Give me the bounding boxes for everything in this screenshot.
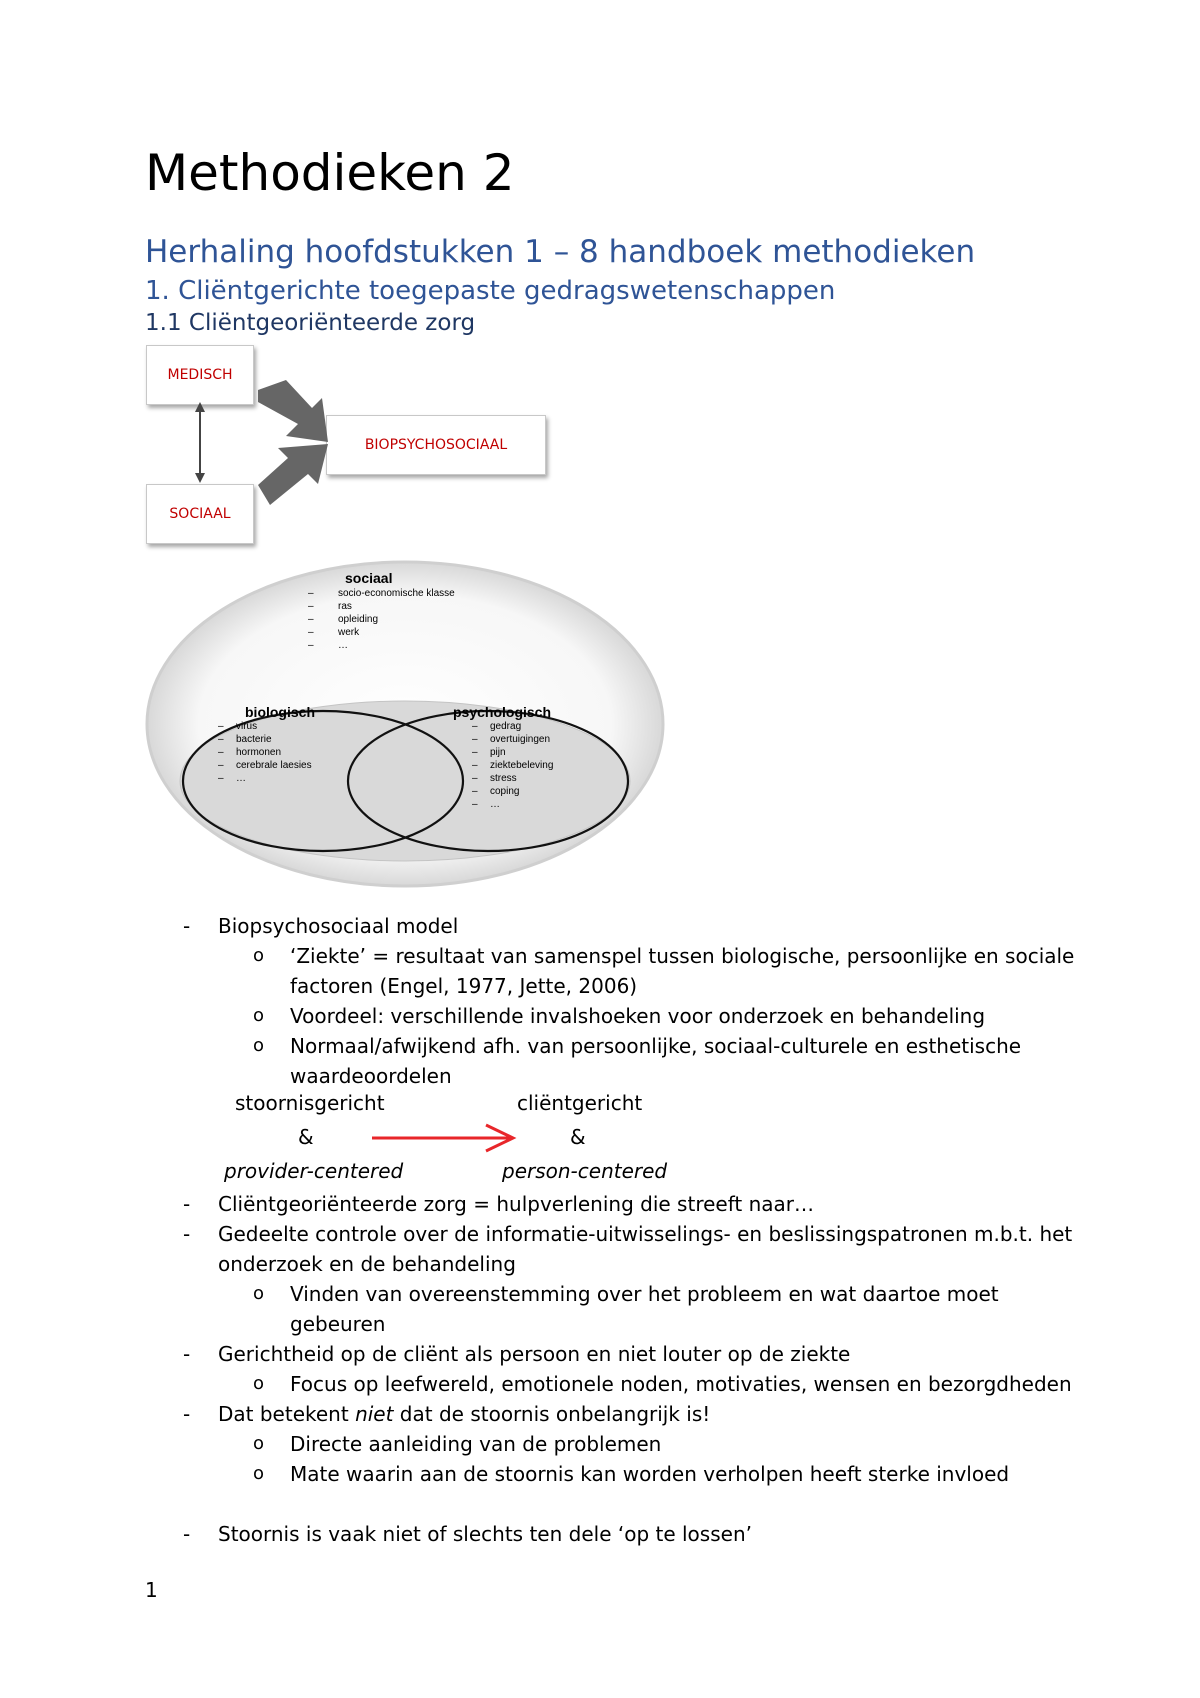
psy-dash-4: – [472, 760, 478, 771]
diagram1-arrows [140, 340, 560, 550]
sociaal-dash-1: – [308, 588, 314, 599]
psy-dash-7: – [472, 799, 478, 810]
bullet-text: Cliëntgeoriënteerde zorg = hulpverlening die streeft naar… [218, 1192, 815, 1216]
dash-marker: - [183, 1192, 191, 1216]
bullet-text-emphasis: niet [355, 1402, 394, 1426]
document-title: Methodieken 2 [145, 144, 515, 202]
psy-item-2: overtuigingen [490, 734, 551, 745]
psy-dash-2: – [472, 734, 478, 745]
bio-dash-5: – [218, 773, 224, 784]
heading-3: 1.1 Cliëntgeoriënteerde zorg [145, 310, 476, 336]
bullet-text-pre: Dat betekent [218, 1402, 356, 1426]
circle-marker: o [253, 1433, 265, 1454]
sociaal-item-1: socio-economische klasse [338, 588, 455, 599]
psy-item-5: stress [490, 773, 517, 784]
page-number: 1 [145, 1578, 158, 1602]
psy-dash-5: – [472, 773, 478, 784]
bio-dash-1: – [218, 721, 224, 732]
double-arrow-top-head [195, 402, 205, 412]
sociaal-dash-4: – [308, 627, 314, 638]
sub-bullet-text: Directe aanleiding van de problemen [290, 1432, 662, 1456]
sociaal-item-3: opleiding [338, 614, 379, 625]
heading-1: Herhaling hoofdstukken 1 – 8 handboek methodieken [145, 234, 976, 270]
psychologisch-title: psychologisch [453, 704, 552, 720]
circle-marker: o [253, 1283, 265, 1304]
bullet-text: onderzoek en de behandeling [218, 1252, 516, 1276]
dash-marker: - [183, 1342, 191, 1366]
sociaal-dash-3: – [308, 614, 314, 625]
sub-bullet-text: ‘Ziekte’ = resultaat van samenspel tussen biologische, persoonlijke en sociale [290, 944, 1075, 968]
biopsychosocial-venn-diagram [140, 556, 680, 896]
sociaal-item-4: werk [338, 627, 360, 638]
provider-centered-label: provider-centered [224, 1159, 404, 1183]
psy-item-4: ziektebeleving [490, 760, 554, 771]
bullet-text: Gedeelte controle over de informatie-uitwisselings- en beslissingspatronen m.b.t. het [218, 1222, 1073, 1246]
bio-dash-2: – [218, 734, 224, 745]
bullet-text: Gerichtheid op de cliënt als persoon en niet louter op de ziekte [218, 1342, 851, 1366]
psy-item-3: pijn [490, 747, 506, 758]
stoornisgericht-label: stoornisgericht [235, 1091, 385, 1115]
sub-bullet-text: factoren (Engel, 1977, Jette, 2006) [290, 974, 638, 998]
psy-dash-1: – [472, 721, 478, 732]
psy-item-1: gedrag [490, 721, 522, 732]
bio-item-2: bacterie [236, 734, 272, 745]
psy-dash-6: – [472, 786, 478, 797]
heading-2: 1. Cliëntgerichte toegepaste gedragswetenschappen [145, 276, 836, 306]
sub-bullet-text: Vinden van overeenstemming over het probleem en wat daartoe moet [290, 1282, 999, 1306]
lower-block-arrow [258, 444, 328, 505]
sociaal-dash-2: – [308, 601, 314, 612]
biologisch-title: biologisch [245, 704, 315, 720]
psy-dash-3: – [472, 747, 478, 758]
sub-bullet-text: Mate waarin aan de stoornis kan worden verholpen heeft sterke invloed [290, 1462, 1010, 1486]
dash-marker: - [183, 1522, 191, 1546]
sub-bullet-text: Voordeel: verschillende invalshoeken voor onderzoek en behandeling [290, 1004, 986, 1028]
sociaal-dash-5: – [308, 640, 314, 651]
medisch-label: MEDISCH [167, 367, 233, 383]
dash-marker: - [183, 914, 191, 938]
right-arrow-icon [368, 1120, 518, 1156]
sub-bullet-text: Normaal/afwijkend afh. van persoonlijke, sociaal-culturele en esthetische [290, 1034, 1022, 1058]
dash-marker: - [183, 1222, 191, 1246]
psy-item-6: coping [490, 786, 520, 797]
bio-dash-4: – [218, 760, 224, 771]
bio-dash-3: – [218, 747, 224, 758]
sociaal-item-2: ras [338, 601, 352, 612]
circle-marker: o [253, 1463, 265, 1484]
person-centered-label: person-centered [502, 1159, 668, 1183]
sociaal-title: sociaal [345, 570, 393, 586]
bullet-text: Biopsychosociaal model [218, 914, 459, 938]
sub-bullet-text: Focus op leefwereld, emotionele noden, motivaties, wensen en bezorgdheden [290, 1372, 1072, 1396]
sub-bullet-text: gebeuren [290, 1312, 386, 1336]
bio-item-1: virus [236, 721, 258, 732]
bullet-text-post: dat de stoornis onbelangrijk is! [393, 1402, 711, 1426]
left-ampersand: & [298, 1125, 314, 1149]
upper-block-arrow [258, 380, 328, 442]
bio-item-5: … [236, 773, 246, 784]
circle-marker: o [253, 1373, 265, 1394]
sociaal-label: SOCIAAL [169, 506, 231, 522]
circle-marker: o [253, 945, 265, 966]
circle-marker: o [253, 1035, 265, 1056]
sub-bullet-text: waardeoordelen [290, 1064, 452, 1088]
bullet-text [218, 1399, 710, 1429]
bio-item-4: cerebrale laesies [236, 760, 312, 771]
circle-marker: o [253, 1005, 265, 1026]
biopsychosociaal-label: BIOPSYCHOSOCIAAL [364, 437, 508, 453]
psy-item-7: … [490, 799, 500, 810]
dash-marker: - [183, 1402, 191, 1426]
bio-item-3: hormonen [236, 747, 282, 758]
double-arrow-bottom-head [195, 473, 205, 483]
bullet-text: Stoornis is vaak niet of slechts ten dele ‘op te lossen’ [218, 1522, 752, 1546]
sociaal-item-5: … [338, 640, 348, 651]
clientgericht-label: cliëntgericht [517, 1091, 643, 1115]
right-ampersand: & [570, 1125, 586, 1149]
